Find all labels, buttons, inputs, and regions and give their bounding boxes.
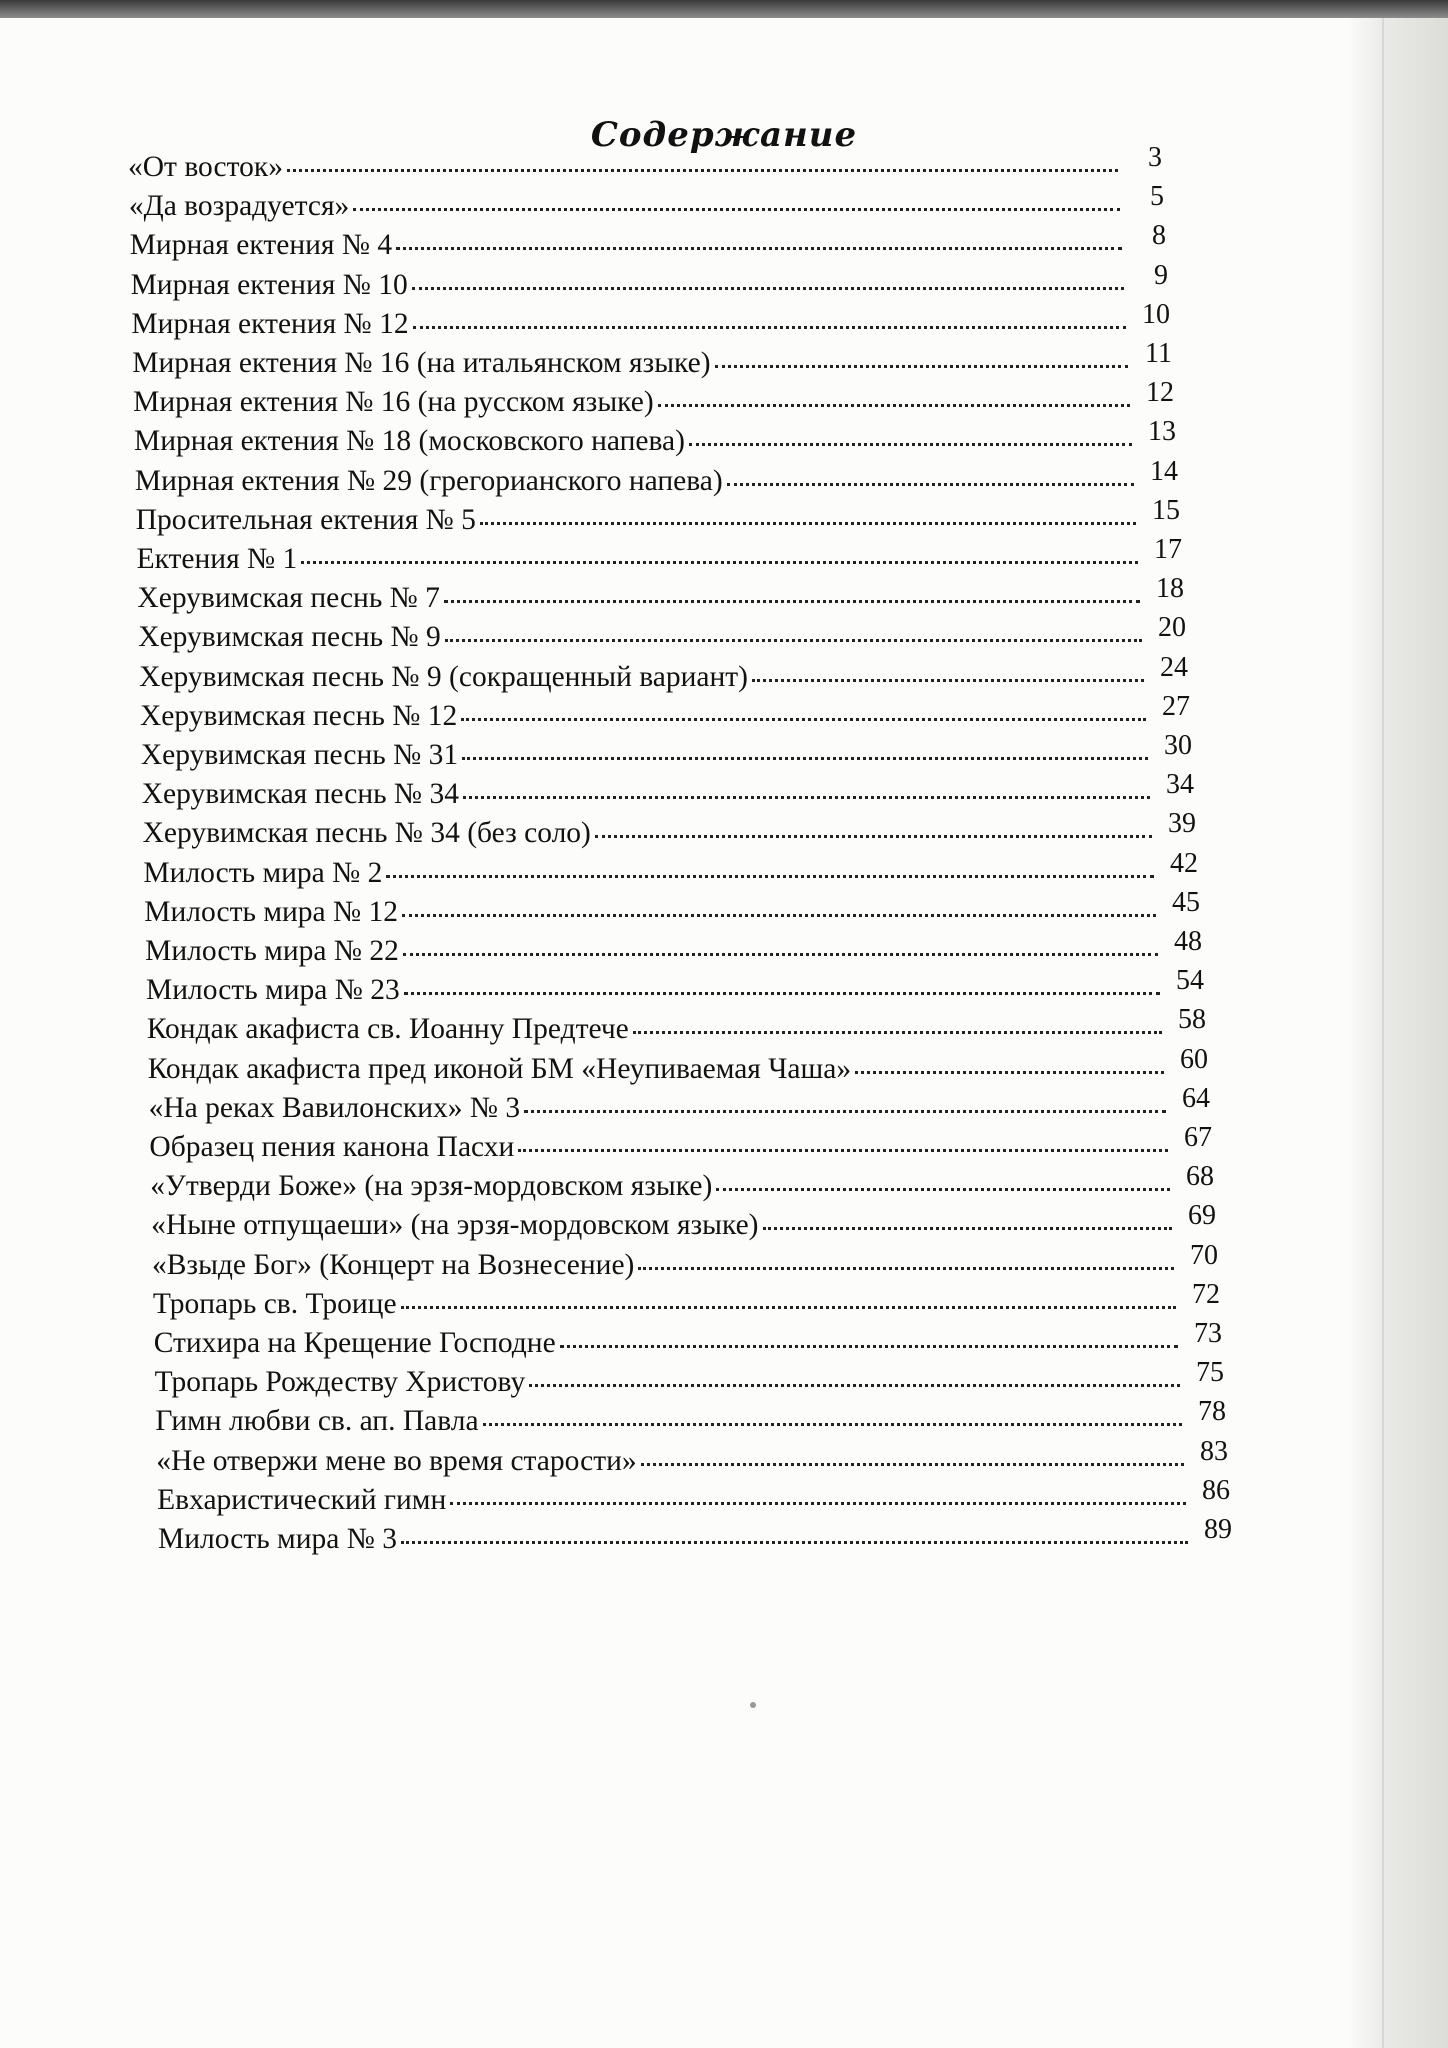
dot-leader [727,483,1134,486]
toc-entry [137,573,1184,617]
toc-entry [151,1200,1216,1244]
toc-entry [147,1043,1208,1088]
toc-entry [149,1122,1212,1166]
dot-leader [353,208,1120,211]
toc-entry-title: Евхаристический гимн [157,1483,447,1516]
toc-entry [132,338,1172,382]
toc-entry-title: Кондак акафиста пред иконой БМ «Неупиваемая Чаша» [147,1052,852,1085]
dot-leader [413,326,1126,329]
dot-leader [396,247,1122,250]
dot-leader [518,1149,1168,1152]
toc-entry [143,847,1198,892]
toc-entry-page-number: 8 [1151,220,1166,252]
toc-entry-title: Херувимская песнь № 34 (без соло) [142,817,591,850]
dot-leader [689,443,1132,446]
toc-entry-page-number: 18 [1155,573,1184,605]
toc-entry [135,494,1180,539]
dot-leader [716,1188,1170,1191]
dot-leader [401,1306,1176,1309]
toc-entry-title: Кондак акафиста св. Иоанну Предтече [146,1013,629,1046]
toc-entry [128,181,1164,225]
toc-entry [146,1004,1206,1048]
toc-entry-title: «Утверди Боже» (на эрзя-мордовском языке) [150,1170,713,1203]
toc-entry [156,1435,1228,1480]
toc-entry [152,1239,1218,1284]
toc-entry-page-number: 48 [1173,926,1202,957]
toc-entry-page-number: 72 [1191,1278,1220,1310]
toc-entry [144,886,1200,931]
dot-leader [483,1423,1182,1426]
toc-entry-page-number: 42 [1169,847,1198,879]
toc-entry-page-number: 12 [1145,377,1174,409]
toc-entry-page-number: 58 [1177,1004,1206,1036]
dot-leader [450,1502,1186,1505]
toc-entry [131,298,1170,343]
dot-leader [480,522,1136,525]
toc-entry [141,769,1194,813]
toc-entry-title: Мирная ектения № 29 (грегорианского напева) [134,464,723,497]
dot-leader [386,875,1154,878]
dot-leader [658,404,1130,407]
toc-entry [157,1474,1230,1519]
dot-leader [763,1227,1172,1230]
toc-entry [145,926,1202,970]
toc-entry [142,808,1196,852]
toc-entry-title: Просительная ектения № 5 [135,503,476,536]
toc-entry-title: Херувимская песнь № 34 [141,778,459,811]
toc-entry-page-number: 11 [1145,338,1172,369]
toc-entry-title: «На реках Вавилонских» № 3 [148,1091,521,1124]
toc-entry [138,612,1186,656]
toc-entry-title: Мирная ектения № 16 (на итальянском языке) [132,347,711,379]
toc-entry-title: «Да возрадуется» [128,190,350,223]
toc-entry-page-number: 73 [1193,1318,1222,1349]
toc-entry-page-number: 17 [1153,534,1182,565]
toc-entry-page-number: 13 [1148,416,1176,448]
toc-entry-title: Милость мира № 22 [145,935,399,967]
toc-entry [152,1278,1220,1323]
dot-leader [401,1541,1188,1544]
toc-entry-page-number: 5 [1149,181,1164,213]
toc-entry-page-number: 15 [1151,494,1180,526]
dot-leader [287,169,1118,172]
toc-entry [146,965,1204,1009]
toc-entry-title: Милость мира № 12 [144,895,399,928]
dot-leader [524,1110,1166,1113]
toc-entry-page-number: 27 [1162,690,1190,722]
toc-entry-page-number: 75 [1195,1357,1224,1389]
dot-leader [301,561,1138,564]
dot-leader [463,796,1150,799]
toc-entry-title: Тропарь св. Троице [152,1287,397,1320]
dot-leader [412,287,1124,290]
toc-entry-title: Мирная ектения № 12 [131,307,409,340]
toc-entry-page-number: 34 [1165,769,1194,801]
toc-entry-page-number: 20 [1157,612,1186,644]
toc-entry-title: «Не отвержи мене во время старости» [156,1444,637,1477]
toc-entry-page-number: 30 [1163,730,1192,761]
dot-leader [855,1071,1164,1074]
toc-entry [153,1318,1222,1362]
toc-entry [148,1082,1210,1127]
toc-entry [133,377,1174,421]
toc-entry [150,1161,1214,1205]
dot-leader [403,953,1158,956]
toc-entry [128,142,1162,186]
toc-entry [154,1357,1224,1401]
dot-leader [402,914,1156,917]
toc-entry-page-number: 78 [1197,1396,1226,1428]
dot-leader [638,1267,1174,1270]
dot-leader [752,679,1144,682]
toc-entry-page-number: 69 [1187,1200,1216,1232]
toc-entry-page-number: 67 [1183,1122,1212,1153]
dot-leader [529,1384,1180,1387]
toc-entry-title: Херувимская песнь № 31 [140,739,459,771]
toc-entry-title: Херувимская песнь № 9 [138,621,441,654]
toc-entry-page-number: 14 [1149,455,1178,487]
toc-entry-title: Ектения № 1 [136,543,298,575]
toc-entry-title: Милость мира № 3 [158,1523,397,1555]
toc-entry-title: Гимн любви св. ап. Павла [155,1405,479,1438]
toc-entry-title: Херувимская песнь № 7 [137,582,440,615]
toc-entry-title: Мирная ектения № 16 (на русском языке) [133,386,654,419]
dot-leader [715,365,1128,368]
toc-entry-title: Тропарь Рождеству Христову [154,1366,526,1399]
toc-entry-title: Милость мира № 23 [146,974,400,1007]
scan-speck [750,1702,756,1708]
toc-entry-page-number: 54 [1176,965,1204,997]
toc-entry-page-number: 60 [1179,1043,1208,1075]
toc-entry-title: «От восток» [128,151,283,183]
toc-entry-title: Мирная ектения № 10 [130,268,408,301]
dot-leader [595,835,1152,838]
toc-entry-page-number: 3 [1148,142,1162,173]
toc-entry-title: Мирная ектения № 18 (московского напева) [134,425,685,458]
toc-entry-page-number: 89 [1204,1514,1232,1545]
toc-entry [129,220,1166,264]
dot-leader [445,639,1142,642]
toc-entry-page-number: 64 [1181,1082,1210,1114]
toc-entry-page-number: 45 [1171,886,1200,918]
toc-entry-title: Мирная ектения № 4 [129,229,393,262]
toc-entry [140,690,1190,735]
toc-entry [134,416,1176,460]
toc-entry-title: Херувимская песнь № 9 (сокращенный вариант) [139,660,748,693]
toc-entry [139,651,1188,696]
dot-leader [461,718,1146,721]
toc-entry [158,1514,1232,1558]
toc-entry-title: Образец пения канона Пасхи [149,1131,515,1163]
dot-leader [462,757,1148,760]
toc-entry-page-number: 86 [1201,1474,1230,1506]
toc-entry-page-number: 39 [1167,808,1196,840]
toc-entry-title: Стихира на Крещение Господне [153,1327,556,1359]
toc-entry [130,259,1168,304]
toc-entry-page-number: 83 [1199,1435,1228,1467]
toc-entry [134,455,1178,500]
dot-leader [641,1463,1184,1466]
toc-entry-page-number: 24 [1159,651,1188,683]
dot-leader [560,1345,1178,1348]
toc-entry-page-number: 9 [1153,259,1168,291]
toc-entry [140,730,1192,774]
toc-entry [136,534,1182,578]
toc-entry-page-number: 70 [1190,1239,1218,1271]
toc-entry-title: Херувимская песнь № 12 [140,699,458,732]
toc-entry-title: Милость мира № 2 [143,856,383,889]
toc-entry [155,1396,1226,1440]
page-title: Содержание [590,114,858,155]
dot-leader [404,992,1160,995]
toc-entry-title: «Ныне отпущаеши» (на эрзя-мордовском языке) [151,1209,759,1242]
toc-entry-title: «Взыде Бог» (Концерт на Вознесение) [152,1248,635,1281]
dot-leader [633,1031,1162,1034]
toc-entry-page-number: 68 [1185,1161,1214,1193]
dot-leader [444,600,1140,603]
toc-entry-page-number: 10 [1141,298,1170,330]
